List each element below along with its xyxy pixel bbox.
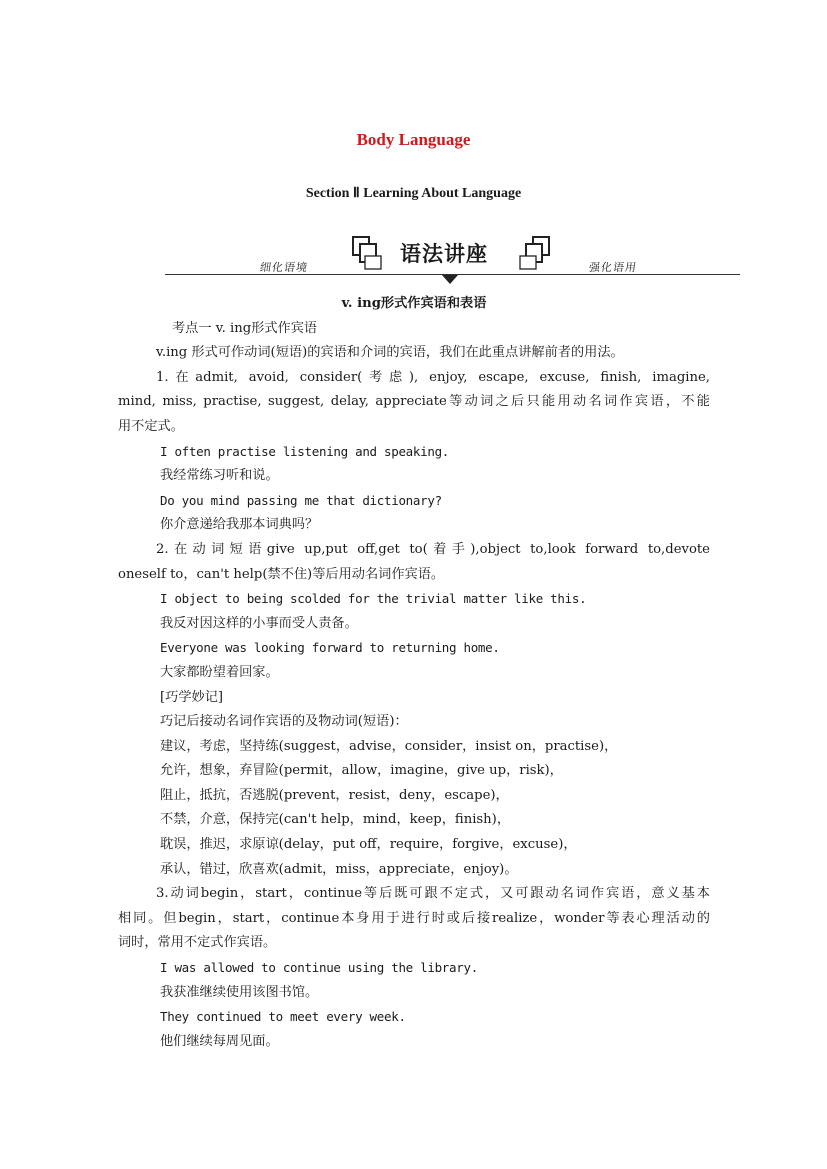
rule2-line-1: 2.在动词短语give up,put off,get to(着手),object to,look forward to,devote — [156, 541, 710, 557]
rule1-line-3: 用不定式。 — [118, 418, 184, 434]
left-squares-icon — [351, 234, 385, 272]
tip-line: 阻止，抵抗，否逃脱(prevent，resist，deny，escape)， — [160, 787, 509, 803]
example-sentence: Do you mind passing me that dictionary? — [160, 492, 442, 508]
section-banner — [165, 232, 740, 288]
example-sentence: They continued to meet every week. — [160, 1009, 406, 1025]
example-sentence: I was allowed to continue using the library. — [160, 960, 478, 976]
section-subtitle: Section Ⅱ Learning About Language — [305, 186, 522, 201]
banner-heading: 语法讲座 — [400, 242, 488, 266]
example-sentence: I often practise listening and speaking. — [160, 443, 450, 459]
rule3-line-2: 相同。但begin，start，continue本身用于进行时或后接realize，wonder等表心理活动的 — [118, 910, 710, 926]
document-body — [118, 292, 710, 1054]
example-translation: 他们继续每周见面。 — [160, 1033, 279, 1049]
tip-line: 允许，想象，弃冒险(permit，allow，imagine，give up，risk)， — [160, 763, 563, 779]
topic-heading: v. ing形式作宾语和表语 — [341, 296, 487, 311]
example-sentence: I object to being scolded for the trivial matter like this. — [160, 591, 587, 607]
document-title: Body Language — [356, 130, 471, 149]
example-sentence: Everyone was looking forward to returning home. — [160, 640, 500, 656]
example-translation: 我获准继续使用该图书馆。 — [160, 984, 319, 1000]
tip-heading: [巧学妙记] — [160, 689, 224, 705]
rule1-line-1: 1.在admit, avoid, consider(考虑), enjoy, escape, excuse, finish, imagine, — [156, 369, 710, 385]
banner-left-label: 细化语境 — [259, 261, 309, 274]
tip-line: 不禁，介意，保持完(can't help，mind，keep，finish)， — [160, 812, 511, 828]
intro-paragraph: v.ing 形式可作动词(短语)的宾语和介词的宾语，我们在此重点讲解前者的用法。 — [156, 345, 624, 361]
right-squares-icon — [517, 234, 551, 272]
tip-line: 耽误，推迟，求原谅(delay，put off，require，forgive，excuse)， — [160, 837, 577, 853]
tip-line: 建议，考虑，坚持练(suggest，advise，consider，insist on，practise)， — [160, 738, 618, 754]
rule3-line-1: 3.动词begin，start，continue等后既可跟不定式，又可跟动名词作宾语，意义基本 — [156, 886, 710, 902]
rule2-line-2: oneself to，can't help(禁不住)等后用动名词作宾语。 — [118, 566, 445, 582]
example-translation: 你介意递给我那本词典吗？ — [160, 517, 319, 533]
example-translation: 我经常练习听和说。 — [160, 468, 279, 484]
down-triangle-icon — [442, 275, 458, 284]
rule1-line-2: mind, miss, practise, suggest, delay, appreciate等动词之后只能用动名词作宾语，不能 — [118, 394, 710, 410]
banner-right-label: 强化语用 — [588, 261, 638, 274]
kaodian-heading: 考点一 v. ing形式作宾语 — [172, 320, 318, 336]
tip-line: 承认，错过，欣喜欢(admit，miss，appreciate，enjoy)。 — [160, 861, 518, 877]
example-translation: 我反对因这样的小事而受人责备。 — [160, 615, 358, 631]
tip-intro: 巧记后接动名词作宾语的及物动词(短语)： — [160, 714, 408, 730]
rule3-line-3: 词时，常用不定式作宾语。 — [118, 935, 277, 951]
example-translation: 大家都盼望着回家。 — [160, 664, 279, 680]
